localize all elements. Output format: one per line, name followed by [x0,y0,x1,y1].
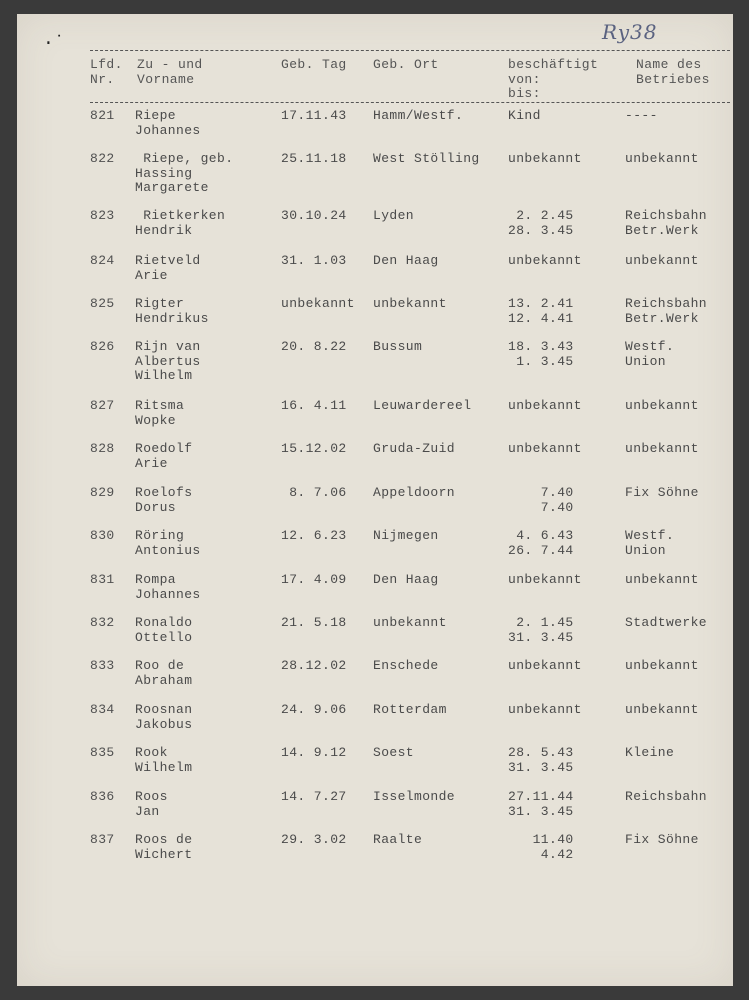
record-company: unbekannt [625,151,699,166]
record-birth-date: 21. 5.18 [281,615,347,630]
record-birth-place: unbekannt [373,296,447,311]
record-company: Westf. Union [625,339,675,369]
record-name: Roos de Wichert [135,832,193,862]
record-company: unbekannt [625,253,699,268]
record-birth-place: Hamm/Westf. [373,108,464,123]
record-birth-place: Gruda-Zuid [373,441,456,456]
header-beschaeftigt: beschäftigt von: bis: [508,57,599,101]
record-name: Rietkerken Hendrik [135,208,226,238]
record-number: 829 [90,485,115,500]
header-bottom-rule [90,102,730,103]
record-birth-date: 24. 9.06 [281,702,347,717]
record-company: Reichsbahn Betr.Werk [625,208,708,238]
record-number: 825 [90,296,115,311]
record-employment: 4. 6.43 26. 7.44 [508,528,574,558]
record-employment: 2. 2.45 28. 3.45 [508,208,574,238]
header-geb-tag: Geb. Tag [281,57,347,72]
record-employment: unbekannt [508,253,582,268]
record-birth-date: 28.12.02 [281,658,347,673]
header-top-rule [90,50,730,51]
record-birth-date: 31. 1.03 [281,253,347,268]
record-employment: 7.40 7.40 [540,485,574,515]
record-birth-place: Soest [373,745,415,760]
record-employment: 27.11.44 31. 3.45 [508,789,574,819]
record-number: 827 [90,398,115,413]
record-name: Ritsma Wopke [135,398,185,428]
record-number: 831 [90,572,115,587]
record-company: unbekannt [625,572,699,587]
ink-dots: ·˙ [43,34,65,54]
record-name: Rijn van Albertus Wilhelm [135,339,201,383]
header-name: Zu - und Vorname [137,57,203,87]
record-birth-date: 12. 6.23 [281,528,347,543]
record-company: Reichsbahn [625,789,708,804]
record-employment: unbekannt [508,398,582,413]
record-name: Riepe Johannes [135,108,201,138]
record-company: Fix Söhne [625,485,699,500]
record-number: 833 [90,658,115,673]
record-birth-date: 17.11.43 [281,108,347,123]
record-birth-place: Isselmonde [373,789,456,804]
record-employment: unbekannt [508,151,582,166]
record-birth-place: Den Haag [373,253,439,268]
record-birth-date: 29. 3.02 [281,832,347,847]
record-employment: 2. 1.45 31. 3.45 [508,615,574,645]
record-name: Rook Wilhelm [135,745,193,775]
record-company: Fix Söhne [625,832,699,847]
record-birth-place: unbekannt [373,615,447,630]
record-birth-place: Nijmegen [373,528,439,543]
record-name: Roos Jan [135,789,168,819]
record-employment: 18. 3.43 1. 3.45 [508,339,574,369]
record-name: Röring Antonius [135,528,201,558]
record-employment: unbekannt [508,572,582,587]
record-birth-date: 20. 8.22 [281,339,347,354]
header-geb-ort: Geb. Ort [373,57,439,72]
record-name: Riepe, geb. Hassing Margarete [135,151,234,195]
record-name: Rietveld Arie [135,253,201,283]
record-number: 830 [90,528,115,543]
record-number: 835 [90,745,115,760]
record-company: unbekannt [625,441,699,456]
record-number: 834 [90,702,115,717]
record-birth-place: Raalte [373,832,423,847]
record-birth-date: 17. 4.09 [281,572,347,587]
record-company: Westf. Union [625,528,675,558]
record-number: 822 [90,151,115,166]
record-birth-date: 14. 9.12 [281,745,347,760]
header-betrieb: Name des Betriebes [636,57,710,87]
record-birth-place: West Stölling [373,151,480,166]
record-number: 826 [90,339,115,354]
record-employment: unbekannt [508,702,582,717]
record-name: Roosnan Jakobus [135,702,193,732]
record-name: Roo de Abraham [135,658,193,688]
record-number: 821 [90,108,115,123]
record-birth-place: Rotterdam [373,702,447,717]
record-company: unbekannt [625,398,699,413]
record-birth-place: Bussum [373,339,423,354]
record-employment: unbekannt [508,441,582,456]
record-number: 824 [90,253,115,268]
record-name: Rigter Hendrikus [135,296,209,326]
record-name: Roedolf Arie [135,441,193,471]
record-employment: 11.40 4.42 [532,832,574,862]
document-page [17,14,733,986]
record-employment: unbekannt [508,658,582,673]
record-birth-place: Lyden [373,208,415,223]
record-birth-date: unbekannt [281,296,355,311]
record-number: 832 [90,615,115,630]
record-company: Reichsbahn Betr.Werk [625,296,708,326]
record-company: Stadtwerke [625,615,708,630]
record-number: 836 [90,789,115,804]
record-employment: Kind [508,108,541,123]
record-birth-place: Enschede [373,658,439,673]
record-birth-place: Leuwardereel [373,398,472,413]
record-number: 823 [90,208,115,223]
record-company: unbekannt [625,702,699,717]
header-lfd-nr: Lfd. Nr. [90,57,123,87]
record-birth-date: 15.12.02 [281,441,347,456]
record-birth-date: 25.11.18 [281,151,347,166]
record-birth-date: 14. 7.27 [281,789,347,804]
record-birth-date: 30.10.24 [281,208,347,223]
record-company: ---- [625,108,658,123]
record-company: Kleine [625,745,675,760]
record-number: 837 [90,832,115,847]
record-birth-place: Appeldoorn [373,485,456,500]
record-employment: 13. 2.41 12. 4.41 [508,296,574,326]
record-company: unbekannt [625,658,699,673]
record-employment: 28. 5.43 31. 3.45 [508,745,574,775]
record-birth-date: 16. 4.11 [281,398,347,413]
record-name: Rompa Johannes [135,572,201,602]
handwritten-annotation: Ry38 [602,20,658,44]
record-number: 828 [90,441,115,456]
record-birth-place: Den Haag [373,572,439,587]
record-name: Roelofs Dorus [135,485,193,515]
record-name: Ronaldo Ottello [135,615,193,645]
record-birth-date: 8. 7.06 [281,485,347,500]
